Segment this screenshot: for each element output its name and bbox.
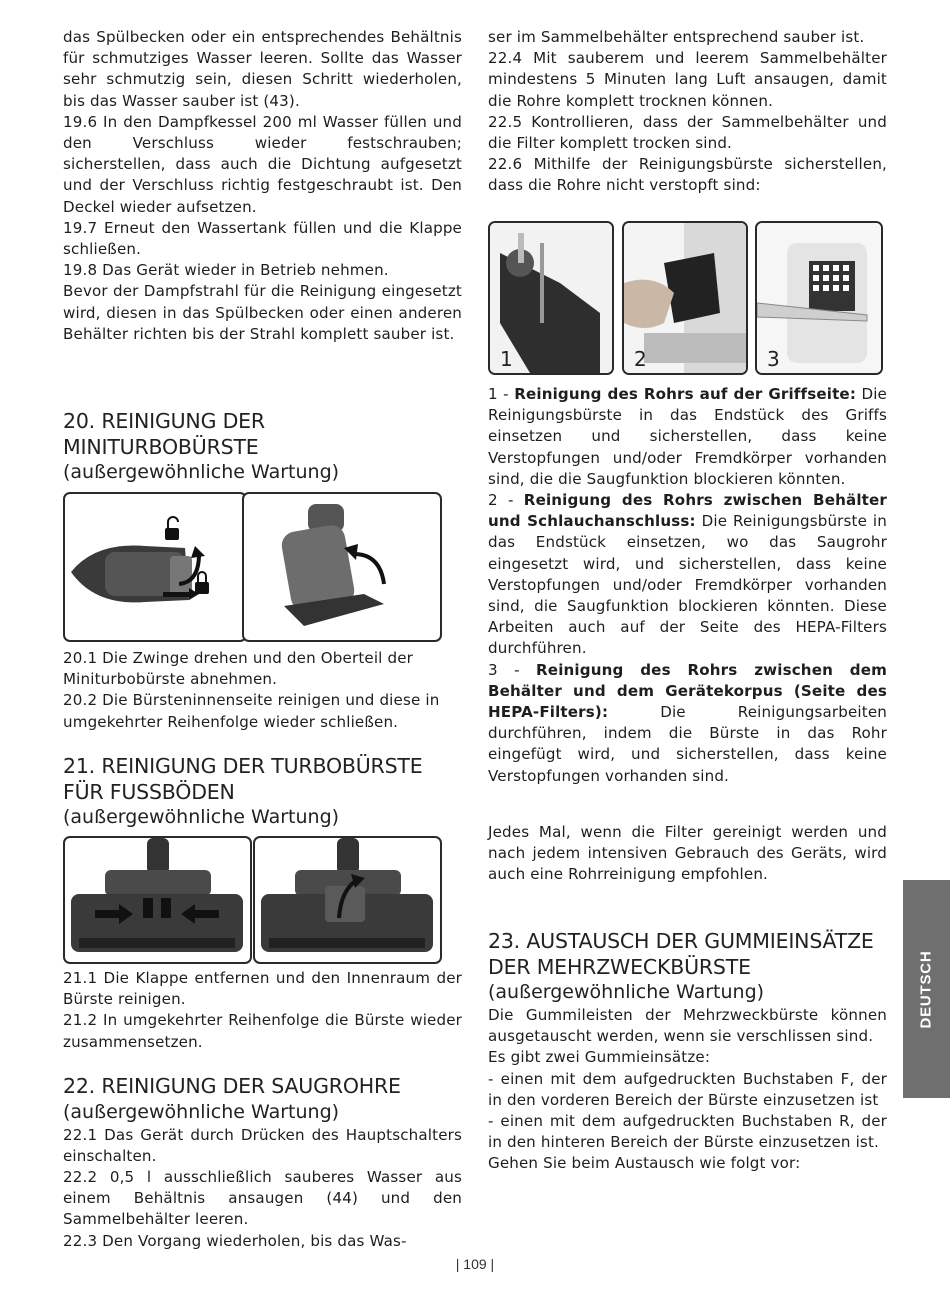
figure-minibrush-inside bbox=[242, 492, 442, 642]
right-column-top bbox=[488, 27, 887, 197]
minibrush-open-illustration bbox=[65, 494, 245, 640]
section-title: 22. REINIGUNG DER SAUGROHRE bbox=[63, 1074, 401, 1098]
paragraph: Es gibt zwei Gummieinsätze: bbox=[488, 1048, 711, 1067]
section-title: 20. REINIGUNG DER MINITURBOBÜRSTE bbox=[63, 409, 265, 459]
left-column bbox=[63, 27, 462, 345]
figure-minibrush-open bbox=[63, 492, 247, 642]
item-1-number: 1 - bbox=[488, 385, 515, 403]
step-21-1: 21.1 Die Klappe entfernen und den Innenraum der Bürste reinigen. bbox=[63, 969, 462, 1009]
paragraph: Bevor der Dampfstrahl für die Reinigung eingesetzt wird, diesen in das Spülbecken oder einen anderen Behälter richten bis der Strahl komplett sauber ist. bbox=[63, 282, 462, 343]
paragraph: Gehen Sie beim Austausch wie folgt vor: bbox=[488, 1154, 801, 1173]
minibrush-inside-illustration bbox=[244, 494, 440, 640]
step-19-8: 19.8 Das Gerät wieder in Betrieb nehmen. bbox=[63, 261, 389, 280]
section-22 bbox=[63, 1074, 462, 1252]
section-title: 23. AUSTAUSCH DER GUMMIEINSÄTZE DER MEHRZWECKBÜRSTE bbox=[488, 929, 874, 979]
language-tab bbox=[903, 880, 950, 1098]
step-19-6: 19.6 In den Dampfkessel 200 ml Wasser füllen und den Verschluss wieder festschrauben; sicherstellen, dass auch die Dichtung aufgesetzt und der Verschluss richtig festgeschraubt ist. Den Deckel wieder aufsetzen. bbox=[63, 112, 462, 216]
figure-pipe-grip bbox=[488, 221, 614, 375]
list-item: - einen mit dem aufgedruckten Buchstaben F, der in den vorderen Bereich der Bürste einzusetzen ist bbox=[488, 1069, 887, 1109]
figure-label: 2 bbox=[634, 347, 647, 371]
item-3-title: Reinigung des Rohrs zwischen dem Behälter und dem Gerätekorpus (Seite des HEPA-Filters): bbox=[488, 660, 887, 722]
figure-label: 1 bbox=[500, 347, 513, 371]
section-subtitle: (außergewöhnliche Wartung) bbox=[488, 981, 765, 1003]
figure-label: 3 bbox=[767, 347, 780, 371]
figure-turbobrush-open bbox=[253, 836, 442, 964]
section-20-heading bbox=[63, 409, 423, 485]
step-20-2: 20.2 Die Bürsteninnenseite reinigen und diese in umgekehrter Reihenfolge wieder schließen. bbox=[63, 691, 440, 731]
step-22-1: 22.1 Das Gerät durch Drücken des Hauptschalters einschalten. bbox=[63, 1125, 462, 1165]
item-1-text: Die Reinigungsbürste in das Endstück des Griffs einsetzen und sicherstellen, dass keine Verstopfungen und/oder Fremdkörper vorhanden sind, die die Saugfunktion blockieren könnten. bbox=[488, 385, 887, 488]
section-21-text bbox=[63, 968, 462, 1053]
item-3 bbox=[488, 660, 887, 787]
figure-pipe-container bbox=[622, 221, 748, 375]
right-column-items bbox=[488, 384, 887, 787]
recommendation bbox=[488, 822, 887, 886]
step-22-6: 22.6 Mithilfe der Reinigungsbürste sicherstellen, dass die Rohre nicht verstopft sind: bbox=[488, 155, 887, 195]
section-subtitle: (außergewöhnliche Wartung) bbox=[63, 1100, 340, 1123]
section-subtitle: (außergewöhnliche Wartung) bbox=[63, 806, 340, 828]
paragraph: das Spülbecken oder ein entsprechendes Behältnis für schmutziges Wasser leeren. Sollte das Wasser sehr schmutzig sein, diesen Schritt wiederholen, bis das Wasser sauber ist (43). bbox=[63, 28, 462, 110]
section-title: 21. REINIGUNG DER TURBOBÜRSTE FÜR FUSSBÖDEN bbox=[63, 754, 423, 804]
language-tab-label: DEUTSCH bbox=[918, 949, 936, 1029]
step-22-2: 22.2 0,5 l ausschließlich sauberes Wasser aus einem Behältnis ansaugen (44) und den Sammelbehälter leeren. bbox=[63, 1167, 462, 1229]
item-2 bbox=[488, 490, 887, 660]
section-20-text bbox=[63, 648, 462, 733]
step-22-5: 22.5 Kontrollieren, dass der Sammelbehälter und die Filter komplett trocken sind. bbox=[488, 112, 887, 153]
item-2-title: Reinigung des Rohrs zwischen Behälter und Schlauchanschluss: bbox=[488, 491, 887, 531]
paragraph: ser im Sammelbehälter entsprechend sauber ist. bbox=[488, 28, 865, 46]
item-3-number: 3 - bbox=[488, 660, 537, 679]
item-2-text: Die Reinigungsbürste in das Endstück einsetzen, wo das Saugrohr eingesetzt wird, und sicherstellen, dass keine Verstopfungen und/oder Fremdkörper vorhanden sind, die Saugfunktion blockieren könnten. Diese Arbeiten auch auf der Seite des HEPA-Filters durchführen. bbox=[488, 512, 887, 658]
section-23 bbox=[488, 929, 887, 1175]
list-item: - einen mit dem aufgedruckten Buchstaben R, der in den hinteren Bereich der Bürste einzusetzen ist. bbox=[488, 1112, 887, 1152]
figure-turbobrush-clips bbox=[63, 836, 252, 964]
item-3-text: Die Reinigungsarbeiten durchführen, indem die Bürste in das Rohr eingefügt wird, und sicherstellen, dass keine Verstopfungen vorhanden sind. bbox=[488, 703, 887, 785]
step-21-2: 21.2 In umgekehrter Reihenfolge die Bürste wieder zusammensetzen. bbox=[63, 1011, 462, 1051]
item-2-number: 2 - bbox=[488, 491, 524, 510]
step-19-7: 19.7 Erneut den Wassertank füllen und die Klappe schließen. bbox=[63, 218, 462, 259]
section-21-heading bbox=[63, 754, 463, 830]
paragraph: Jedes Mal, wenn die Filter gereinigt werden und nach jedem intensiven Gebrauch des Geräts, wird auch eine Rohrreinigung empfohlen. bbox=[488, 823, 887, 884]
turbobrush-open-illustration bbox=[255, 838, 440, 962]
turbobrush-clips-illustration bbox=[65, 838, 250, 962]
item-1 bbox=[488, 384, 887, 490]
item-1-title: Reinigung des Rohrs auf der Griffseite: bbox=[514, 385, 857, 403]
figure-pipe-hepa bbox=[755, 221, 883, 375]
paragraph: Die Gummileisten der Mehrzweckbürste können ausgetauscht werden, wenn sie verschlissen sind. bbox=[488, 1006, 887, 1046]
section-subtitle: (außergewöhnliche Wartung) bbox=[63, 461, 340, 483]
step-20-1: 20.1 Die Zwinge drehen und den Oberteil der Miniturbobürste abnehmen. bbox=[63, 649, 413, 689]
step-22-3: 22.3 Den Vorgang wiederholen, bis das Was- bbox=[63, 1231, 407, 1250]
step-22-4: 22.4 Mit sauberem und leerem Sammelbehälter mindestens 5 Minuten lang Luft ansaugen, damit die Rohre komplett trocknen können. bbox=[488, 49, 887, 110]
page-number: | 109 | bbox=[455, 1256, 495, 1272]
